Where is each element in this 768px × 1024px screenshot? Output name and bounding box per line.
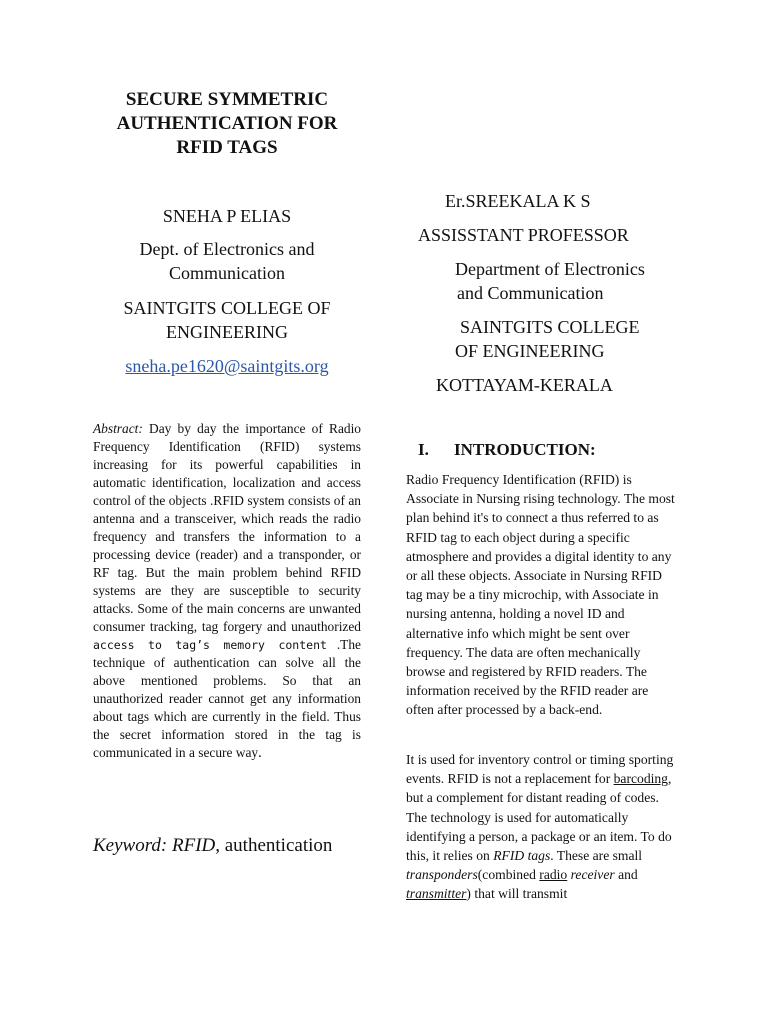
author-right-role: ASSISSTANT PROFESSOR <box>418 225 629 245</box>
author-right-dept-line: and Communication <box>457 283 604 303</box>
intro-text: . These are small <box>550 848 643 864</box>
author-left-name: SNEHA P ELIAS <box>162 206 292 226</box>
intro-italic: transponders <box>406 867 478 883</box>
author-left-dept <box>84 237 370 285</box>
section-heading-introduction <box>418 438 596 462</box>
intro-italic: receiver <box>570 867 615 883</box>
abstract-text-end: . <box>258 745 262 761</box>
abstract-paragraph <box>93 420 361 762</box>
keyword-line <box>93 834 332 858</box>
intro-text: , but a complement for distant reading of codes. The technology is used for automatically identifying a person, a package or an item. To do this, it relies on <box>406 771 672 864</box>
paper-title <box>84 88 370 160</box>
abstract-label: Abstract: <box>93 421 143 436</box>
author-email-link[interactable]: sneha.pe1620@saintgits.org <box>125 356 329 376</box>
intro-text: ) that will transmit <box>466 886 568 902</box>
intro-paragraph-2 <box>406 750 678 904</box>
title-line: RFID TAGS <box>176 137 278 158</box>
intro-italic: RFID tags <box>493 848 551 864</box>
barcoding-link[interactable]: barcoding <box>613 771 668 787</box>
radio-link[interactable]: radio <box>539 867 568 883</box>
keyword-label: Keyword: RFID, <box>93 835 220 856</box>
intro-text: (combined <box>477 867 540 883</box>
transmitter-link[interactable]: transmitter <box>406 886 467 902</box>
intro-text: It is used for inventory control or timing sporting events. RFID is not a replacement for <box>406 752 674 787</box>
author-left-email-wrap <box>84 354 370 378</box>
author-left-college <box>84 296 370 344</box>
author-right-college-line: SAINTGITS COLLEGE <box>460 317 640 337</box>
author-left-dept-line: Dept. of Electronics and <box>139 239 315 259</box>
intro-paragraph-1: Radio Frequency Identification (RFID) is Associate in Nursing rising technology. The most plan behind it's to connect a thus referred to as RFID tag to each object during a specific atmosphere and provides a digital identity to any or all these objects. Associate in Nursing RFID tag may be a tiny microchip, with Associate in nursing antenna, holding a novel ID and alternative info which might be sent over frequency. The data are often mechanically browse and registered by RFID readers. The information received by the RFID reader are often after processed by a back-end. <box>406 472 675 718</box>
abstract-text: Day by day the importance of Radio Frequency Identification (RFID) systems increasing for its powerful capabilities in automatic identification, localization and access control of the objects .RFID system consists of an antenna and a transceiver, which reads the radio frequency and transfers the information to a processing device (reader) and a transponder, or RF tag. But the main problem behind RFID systems are they are susceptible to security attacks. Some of the main concerns are unwanted consumer tracking, tag forgery and unauthorized <box>93 421 361 634</box>
intro-text: and <box>614 867 638 883</box>
author-right-dept-line: Department of Electronics <box>455 259 645 279</box>
author-right-name: Er.SREEKALA K S <box>445 191 591 211</box>
abstract-text-mono: access to tag’s memory content <box>93 638 327 652</box>
author-right-college-line: OF ENGINEERING <box>455 341 605 361</box>
section-number: I. <box>418 440 429 459</box>
abstract-text-rest: .The technique of authentication can solve all the above mentioned problems. So that an unauthorized reader cannot get any information about tags which are currently in the field. Thus the secret information stored in the tag is communicated in a secure way <box>93 637 361 760</box>
author-left-dept-line: Communication <box>169 263 285 283</box>
title-line: AUTHENTICATION FOR <box>116 113 338 134</box>
section-title: INTRODUCTION: <box>454 440 596 459</box>
author-left-college-line: ENGINEERING <box>166 322 288 342</box>
author-left-college-line: SAINTGITS COLLEGE OF <box>123 298 331 318</box>
author-right-location: KOTTAYAM-KERALA <box>436 375 613 395</box>
title-line: SECURE SYMMETRIC <box>125 89 329 110</box>
keyword-value: authentication <box>220 835 333 856</box>
